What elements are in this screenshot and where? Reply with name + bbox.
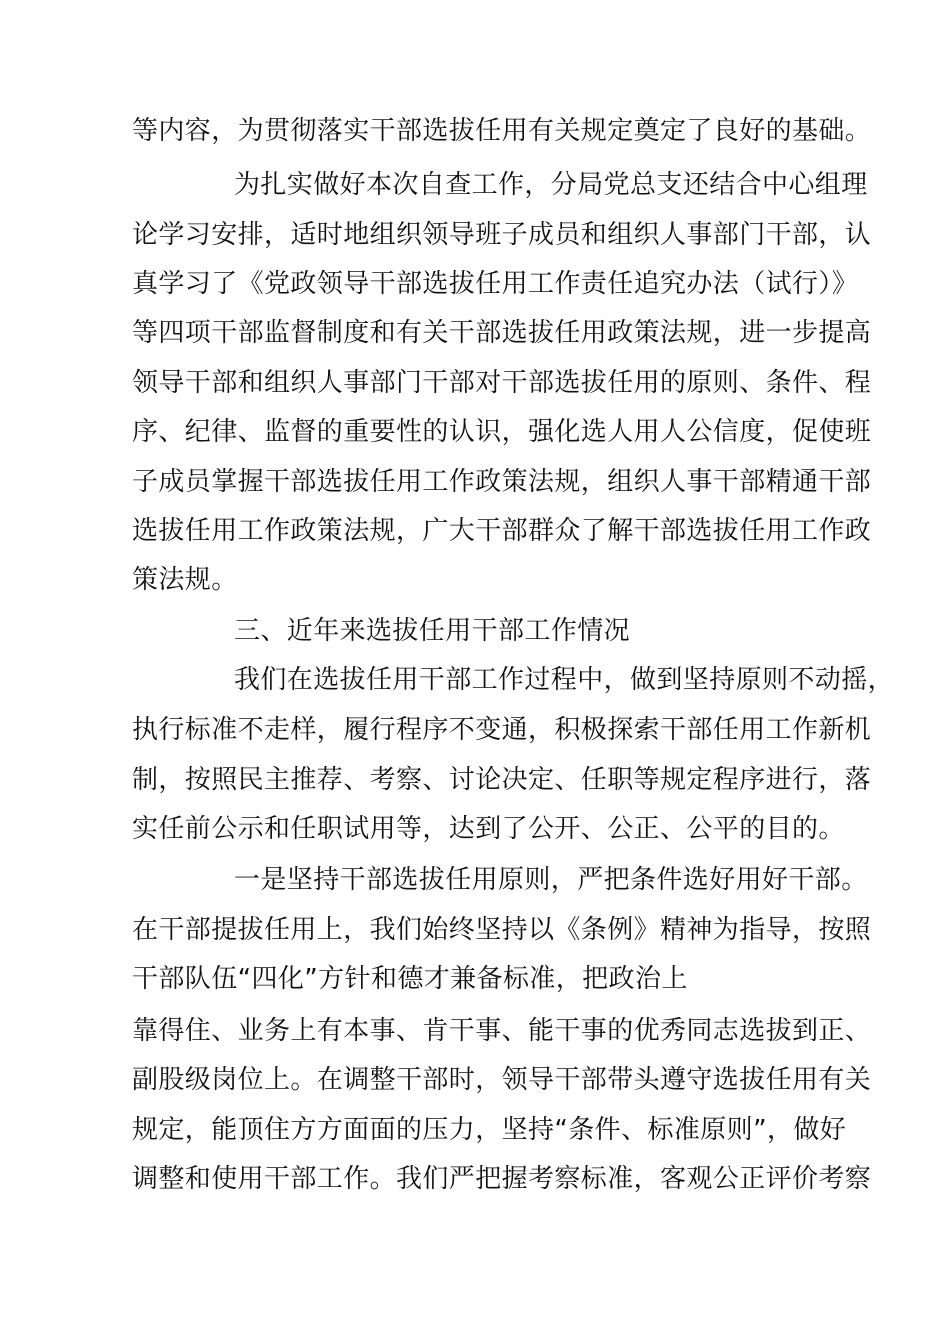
text-line-12: 我们在选拔任用干部工作过程中，做到坚持原则不动摇， (234, 665, 895, 695)
text-line-3: 论学习安排，适时地组织领导班子成员和组织人事部门干部，认 (132, 220, 872, 250)
text-line-16: 一是坚持干部选拔任用原则，严把条件选好用好干部。 (234, 865, 868, 895)
text-line-20: 副股级岗位上。在调整干部时，领导干部带头遵守选拔任用有关 (132, 1065, 872, 1095)
text-line-5: 等四项干部监督制度和有关干部选拔任用政策法规，进一步提高 (132, 318, 872, 348)
text-line-17: 在干部提拔任用上，我们始终坚持以《条例》精神为指导，按照 (132, 915, 872, 945)
text-line-8: 子成员掌握干部选拔任用工作政策法规，组织人事干部精通干部 (132, 467, 872, 497)
text-line-18: 干部队伍“四化”方针和德才兼备标准，把政治上 (132, 964, 688, 994)
section-heading: 三、近年来选拔任用干部工作情况 (234, 616, 631, 646)
text-line-13: 执行标准不走样，履行程序不变通，积极探索干部任用工作新机 (132, 715, 872, 745)
text-line-6: 领导干部和组织人事部门干部对干部选拔任用的原则、条件、程 (132, 368, 872, 398)
text-line-2: 为扎实做好本次自查工作，分局党总支还结合中心组理 (234, 170, 868, 200)
text-line-19: 靠得住、业务上有本事、肯干事、能干事的优秀同志选拔到正、 (132, 1016, 872, 1046)
text-line-21: 规定，能顶住方方面面的压力，坚持“条件、标准原则”，做好 (132, 1115, 847, 1145)
text-line-9: 选拔任用工作政策法规，广大干部群众了解干部选拔任用工作政 (132, 516, 872, 546)
text-line-10: 策法规。 (132, 565, 238, 595)
text-line-15: 实任前公示和任职试用等，达到了公开、公正、公平的目的。 (132, 814, 845, 844)
text-line-22: 调整和使用干部工作。我们严把握考察标准，客观公正评价考察 (132, 1164, 872, 1194)
text-line-4: 真学习了《党政领导干部选拔任用工作责任追究办法（试行）》 (132, 269, 859, 299)
text-line-14: 制，按照民主推荐、考察、讨论决定、任职等规定程序进行，落 (132, 765, 872, 795)
text-line-7: 序、纪律、监督的重要性的认识，强化选人用人公信度，促使班 (132, 417, 872, 447)
text-line-1: 等内容，为贯彻落实干部选拔任用有关规定奠定了良好的基础。 (132, 116, 872, 146)
